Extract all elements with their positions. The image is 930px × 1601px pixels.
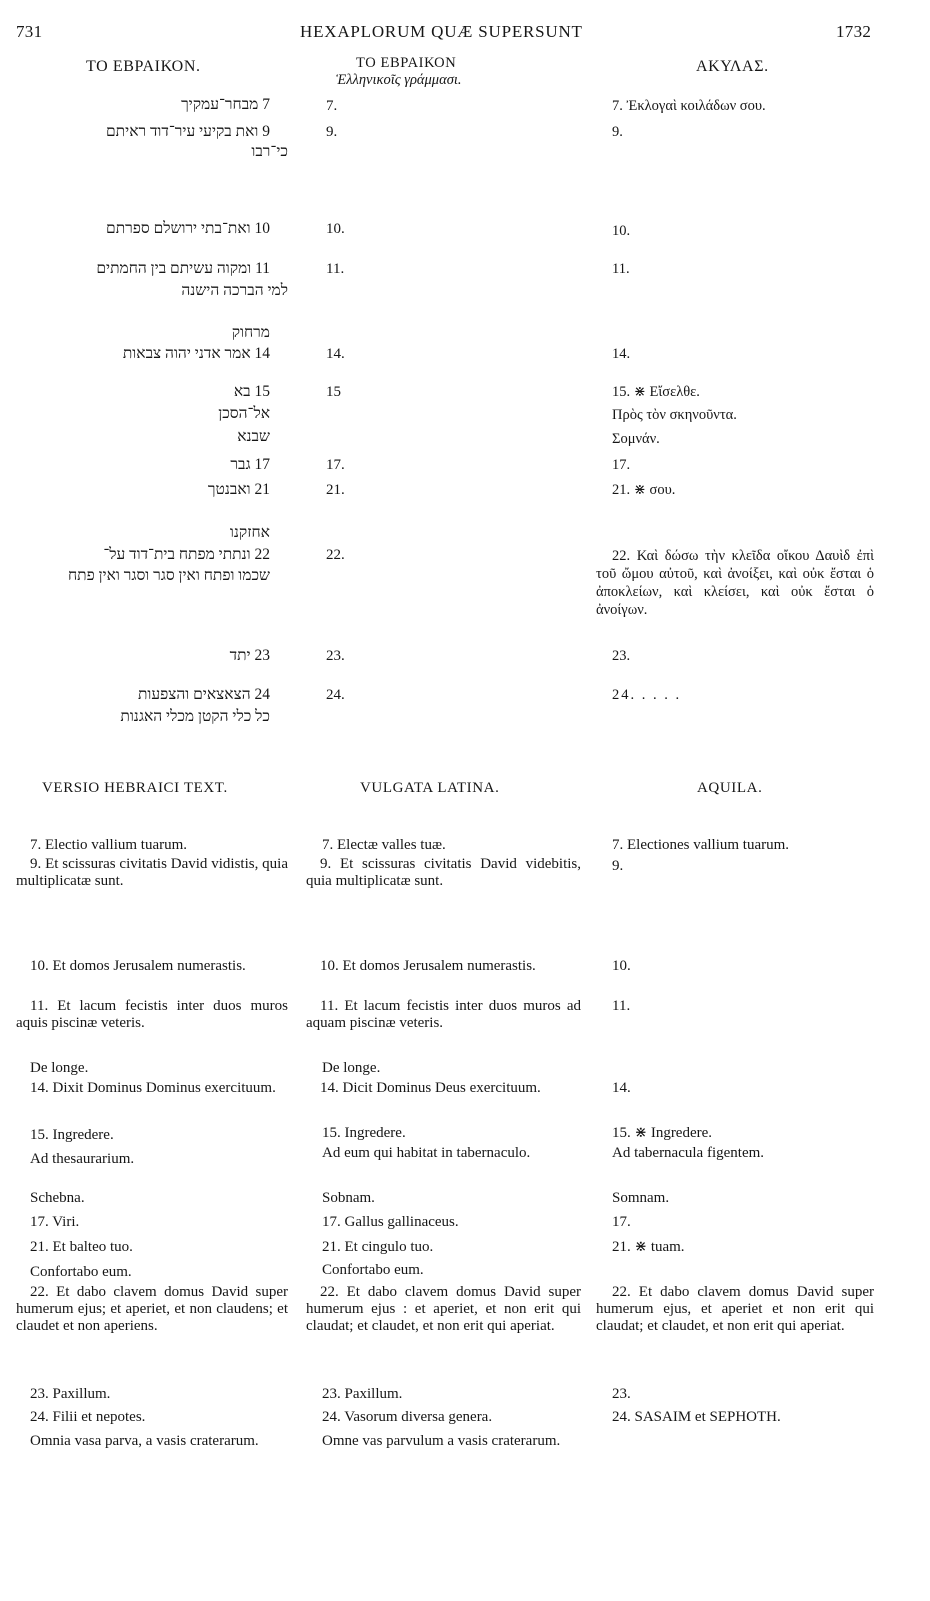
aquila-latin-line: 14. [612,1080,631,1096]
translit-number: 21. [326,482,345,498]
vulgata-paragraph: 10. Et domos Jerusalem numerastis. [320,958,536,974]
aquila-greek-line: 15. ⋇ Εἴσελθε. [612,384,700,400]
vulgata-line: 23. Paxillum. [322,1386,403,1402]
aquila-greek-line: 7. Ἐκλογαὶ κοιλάδων σου. [612,98,766,114]
hebrew-line: שכמו ופתח ואין סגר וסגר ואין פתח [67,567,270,584]
translit-number: 23. [326,648,345,664]
aquila-latin-line: Ad tabernacula figentem. [612,1145,765,1161]
hebrew-line: 9 ואת בקיעי עיר־דוד ראיתם [106,123,270,140]
hebrew-line: 22 ונתתי מפתח בית־דוד על־ [103,546,270,563]
aquila-latin-line: 10. [612,958,631,974]
vulgata-paragraph: 9. Et scissuras civitatis David videbitis, quia multiplicatæ sunt. [306,856,581,889]
col-head-vulgata: VULGATA LATINA. [360,780,500,796]
aquila-greek-line: 24. . . . . [612,687,682,703]
hebrew-line: אחזקנו [229,524,270,541]
col-head-aquila-latin: AQUILA. [697,780,763,796]
translit-number: 11. [326,261,345,277]
aquila-latin-line: 21. ⋇ tuam. [612,1239,685,1255]
running-title: HEXAPLORUM QUÆ SUPERSUNT [300,22,583,41]
translit-number: 14. [326,346,345,362]
hebrew-line: 24 הצאצאים והצפעות [137,686,270,703]
translit-number: 9. [326,124,338,140]
vulgata-line: 7. Electæ valles tuæ. [322,837,446,853]
left-page-number: 731 [16,22,43,41]
aquila-latin-line: 15. ⋇ Ingredere. [612,1125,713,1141]
vulgata-line: 17. Gallus gallinaceus. [322,1214,459,1230]
versio-paragraph: 14. Dixit Dominus Dominus exercituum. [30,1080,276,1096]
hebrew-line: 21 ואבנטך [207,481,270,498]
hebrew-line: 17 גבר [230,456,270,473]
aquila-greek-line: 9. [612,124,623,140]
vulgata-line: 15. Ingredere. [322,1125,406,1141]
versio-line: Confortabo eum. [30,1264,132,1280]
versio-paragraph: 10. Et domos Jerusalem numerastis. [30,958,246,974]
hebrew-line: 15 בא [233,383,270,400]
vulgata-paragraph: 14. Dicit Dominus Deus exercituum. [320,1080,541,1096]
aquila-greek-line: 17. [612,457,631,473]
vulgata-line: Confortabo eum. [322,1262,424,1278]
vulgata-paragraph: 22. Et dabo clavem domus David super humerum ejus : et aperiet, et non erit qui claudat; et claudet, et non erit qui aperiat. [306,1284,581,1334]
vulgata-paragraph: Ad eum qui habitat in tabernaculo. [322,1145,531,1161]
hebrew-line: כל כלי הקטן מכלי האגנות [120,708,270,725]
translit-number: 24. [326,687,345,703]
col-head-hebrew: ΤΟ ΕΒΡΑΙΚΟΝ. [86,58,201,75]
hebrew-line: שבנא [237,428,270,445]
aquila-latin-line: 9. [612,858,624,874]
aquila-greek-paragraph: 22. Καὶ δώσω τὴν κλεῖδα οἴκου Δαυὶδ ἐπὶ τοῦ ὤμου αὐτοῦ, καὶ ἀνοίξει, καὶ οὐκ ἔσται ὁ ἀποκλείων, καὶ κλείσει, καὶ οὐκ ἔσται ὁ ἀνοίγων. [596,548,874,618]
vulgata-line: 24. Vasorum diversa genera. [322,1409,493,1425]
translit-number: 10. [326,221,345,237]
versio-paragraph: 11. Et lacum fecistis inter duos muros aquis piscinæ veteris. [16,998,288,1031]
col-head-translit: ΤΟ ΕΒΡΑΙΚΟΝ [356,55,457,71]
aquila-latin-line: 11. [612,998,631,1014]
hebrew-line: 10 ואת־בתי ירושלם ספרתם [106,220,270,237]
versio-line: 15. Ingredere. [30,1127,114,1143]
aquila-latin-line: 17. [612,1214,631,1230]
hebrew-line: למי הברכה הישנה [181,282,288,299]
versio-paragraph: 22. Et dabo clavem domus David super humerum ejus; et aperiet, et non claudens; et claudet et non aperiens. [16,1284,288,1334]
vulgata-line: Sobnam. [322,1190,375,1206]
translit-number: 17. [326,457,345,473]
vulgata-line: 21. Et cingulo tuo. [322,1239,434,1255]
hebrew-line: 7 מבחר־עמקיך [181,96,270,113]
aquila-greek-line: Πρὸς τὸν σκηνοῦντα. [612,407,737,423]
hebrew-line: כי־רבו [251,143,288,160]
versio-line: 23. Paxillum. [30,1386,111,1402]
versio-line: 7. Electio vallium tuarum. [30,837,188,853]
aquila-greek-line: 11. [612,261,630,277]
hebrew-line: אל־הסכן [218,405,270,422]
aquila-latin-paragraph: 22. Et dabo clavem domus David super humerum ejus, et aperiet et non erit qui claudat; et claudet, et non erit qui aperiat. [596,1284,874,1334]
aquila-latin-line: Somnam. [612,1190,670,1206]
hebrew-line: 23 יתד [229,647,270,664]
col-head-translit-sub: Ἑλληνικοῖς γράμμασι. [336,72,462,88]
translit-number: 15 [326,384,341,400]
aquila-latin-line: 7. Electiones vallium tuarum. [612,837,790,853]
versio-line: Schebna. [30,1190,85,1206]
hebrew-line: 11 ומקוה עשיתם בין החמתים [96,260,270,277]
versio-line: De longe. [30,1060,89,1076]
versio-line: 17. Viri. [30,1214,80,1230]
versio-paragraph: 9. Et scissuras civitatis David vidistis, quia multiplicatæ sunt. [16,856,288,889]
translit-number: 22. [326,547,345,563]
versio-paragraph: Omnia vasa parva, a vasis craterarum. [30,1433,259,1449]
col-head-aquila-greek: ΑΚΥΛΑΣ. [696,58,769,75]
aquila-latin-line: 23. [612,1386,631,1402]
vulgata-paragraph: Omne vas parvulum a vasis craterarum. [322,1433,561,1449]
versio-line: 21. Et balteo tuo. [30,1239,133,1255]
translit-number: 7. [326,98,338,114]
hebrew-line: 14 אמר אדני יהוה צבאות [122,345,270,362]
versio-line: 24. Filii et nepotes. [30,1409,146,1425]
aquila-greek-line: 23. [612,648,631,664]
right-page-number: 1732 [836,22,872,41]
aquila-greek-line: 14. [612,346,631,362]
col-head-versio: VERSIO HEBRAICI TEXT. [42,780,228,796]
hebrew-line: מרחוק [231,324,270,341]
aquila-greek-line: Σομνάν. [612,431,660,447]
aquila-greek-line: 21. ⋇ σου. [612,482,676,498]
aquila-greek-line: 10. [612,223,631,239]
vulgata-paragraph: 11. Et lacum fecistis inter duos muros ad aquam piscinæ veteris. [306,998,581,1031]
aquila-latin-line: 24. SASAIM et SEPHOTH. [612,1409,781,1425]
versio-line: Ad thesaurarium. [30,1151,135,1167]
vulgata-line: De longe. [322,1060,381,1076]
